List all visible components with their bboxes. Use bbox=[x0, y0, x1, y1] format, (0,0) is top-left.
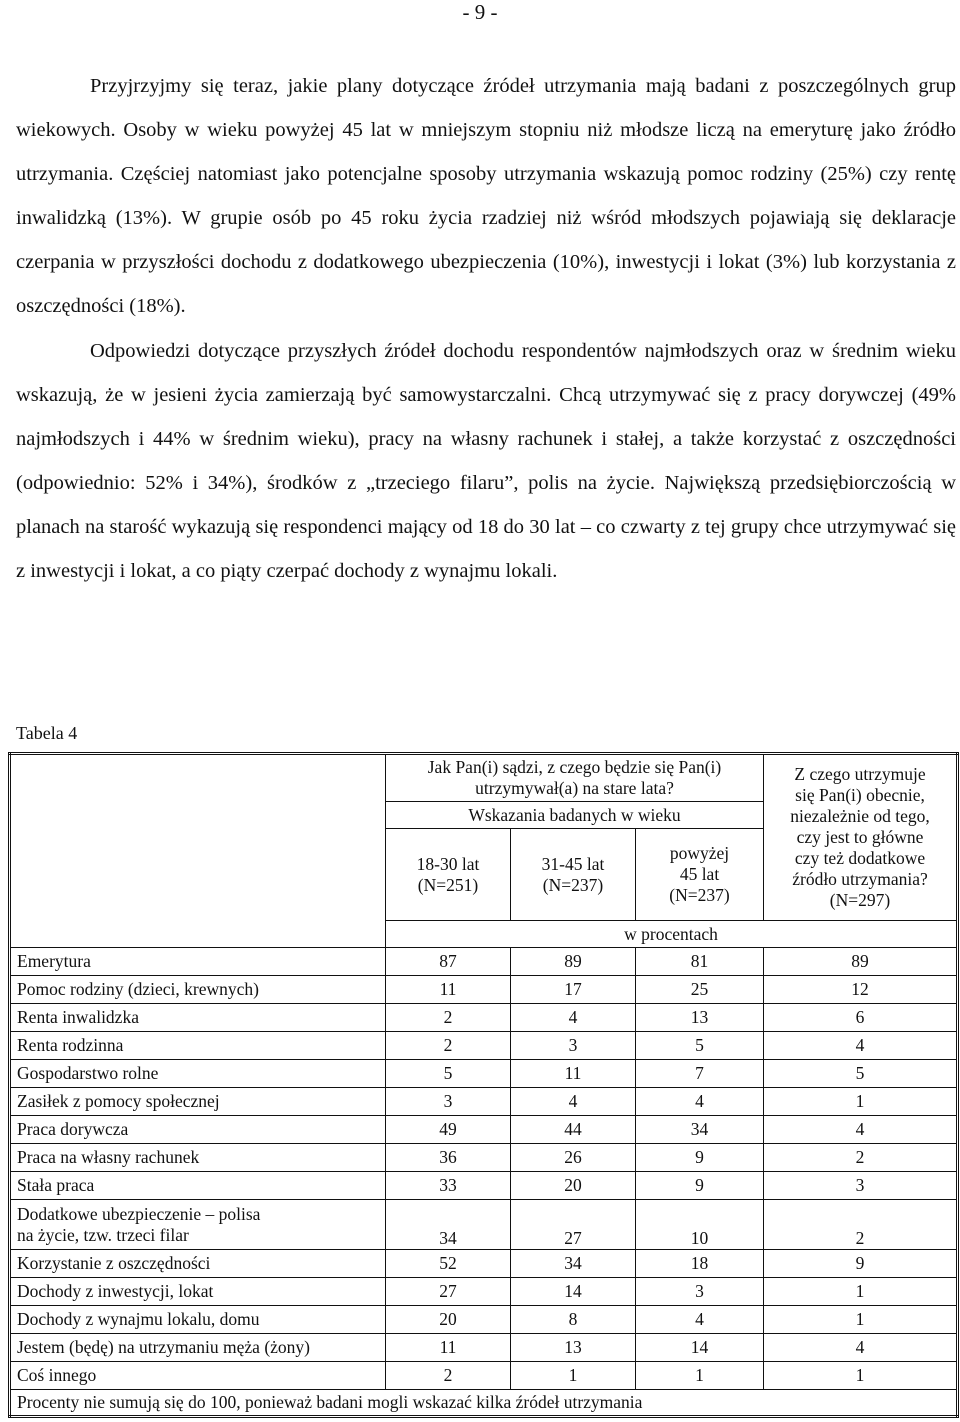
value-cell: 1 bbox=[636, 1362, 764, 1390]
col-header-31-45 bbox=[511, 829, 636, 921]
value-cell: 8 bbox=[511, 1306, 636, 1334]
table-row bbox=[10, 1172, 958, 1200]
value-cell: 4 bbox=[764, 1334, 958, 1362]
value-cell: 3 bbox=[386, 1088, 511, 1116]
row-label: Gospodarstwo rolne bbox=[10, 1060, 386, 1088]
row-label: Renta inwalidzka bbox=[10, 1004, 386, 1032]
value-cell: 9 bbox=[636, 1172, 764, 1200]
row-label: Dochody z inwestycji, lokat bbox=[10, 1278, 386, 1306]
header-line: (N=237) bbox=[669, 885, 730, 905]
value-cell: 49 bbox=[386, 1116, 511, 1144]
row-label: Emerytura bbox=[10, 948, 386, 976]
value-cell: 87 bbox=[386, 948, 511, 976]
table-row bbox=[10, 948, 958, 976]
row-label-line: na życie, tzw. trzeci filar bbox=[17, 1224, 189, 1245]
value-cell: 4 bbox=[636, 1088, 764, 1116]
value-cell: 10 bbox=[636, 1200, 764, 1250]
value-cell: 27 bbox=[511, 1200, 636, 1250]
value-cell: 17 bbox=[511, 976, 636, 1004]
value-cell: 1 bbox=[511, 1362, 636, 1390]
question-future-header: Jak Pan(i) sądzi, z czego będzie się Pan(i) utrzymywał(a) na stare lata? bbox=[386, 754, 764, 802]
table-row bbox=[10, 1060, 958, 1088]
value-cell: 20 bbox=[386, 1306, 511, 1334]
value-cell: 81 bbox=[636, 948, 764, 976]
header-line: (N=237) bbox=[542, 874, 604, 895]
value-cell: 6 bbox=[764, 1004, 958, 1032]
table-row bbox=[10, 1200, 958, 1250]
value-cell: 44 bbox=[511, 1116, 636, 1144]
header-line: 31-45 lat bbox=[541, 853, 605, 874]
table-row bbox=[10, 1144, 958, 1172]
value-cell: 7 bbox=[636, 1060, 764, 1088]
survey-table bbox=[8, 752, 959, 1418]
header-line: czy jest to główne bbox=[796, 827, 924, 847]
table-row bbox=[10, 1250, 958, 1278]
value-cell: 11 bbox=[386, 1334, 511, 1362]
value-cell: 2 bbox=[386, 1004, 511, 1032]
value-cell: 27 bbox=[386, 1278, 511, 1306]
page-number: - 9 - bbox=[462, 0, 498, 24]
header-line: 45 lat bbox=[679, 864, 720, 884]
header-line: 18-30 lat bbox=[416, 853, 480, 874]
row-label bbox=[10, 1200, 386, 1250]
value-cell: 14 bbox=[636, 1334, 764, 1362]
value-cell: 5 bbox=[636, 1032, 764, 1060]
row-label: Renta rodzinna bbox=[10, 1032, 386, 1060]
row-label: Korzystanie z oszczędności bbox=[10, 1250, 386, 1278]
row-label: Praca dorywcza bbox=[10, 1116, 386, 1144]
table-row bbox=[10, 976, 958, 1004]
value-cell: 1 bbox=[764, 1278, 958, 1306]
header-line: się Pan(i) obecnie, bbox=[795, 785, 925, 805]
value-cell: 3 bbox=[636, 1278, 764, 1306]
value-cell: 11 bbox=[511, 1060, 636, 1088]
question-current-header bbox=[764, 754, 958, 921]
value-cell: 3 bbox=[511, 1032, 636, 1060]
value-cell: 5 bbox=[386, 1060, 511, 1088]
header-empty-cell bbox=[10, 754, 386, 948]
row-label: Pomoc rodziny (dzieci, krewnych) bbox=[10, 976, 386, 1004]
table-row bbox=[10, 1088, 958, 1116]
value-cell: 33 bbox=[386, 1172, 511, 1200]
table-row bbox=[10, 1032, 958, 1060]
header-line: czy też dodatkowe bbox=[794, 848, 926, 868]
value-cell: 4 bbox=[511, 1004, 636, 1032]
row-label: Praca na własny rachunek bbox=[10, 1144, 386, 1172]
header-line: źródło utrzymania? bbox=[792, 869, 928, 889]
value-cell: 4 bbox=[511, 1088, 636, 1116]
table-row bbox=[10, 1116, 958, 1144]
value-cell: 12 bbox=[764, 976, 958, 1004]
value-cell: 26 bbox=[511, 1144, 636, 1172]
table-caption: Tabela 4 bbox=[16, 723, 78, 743]
value-cell: 89 bbox=[764, 948, 958, 976]
row-label-line: Dodatkowe ubezpieczenie – polisa bbox=[17, 1203, 261, 1224]
value-cell: 11 bbox=[386, 976, 511, 1004]
value-cell: 13 bbox=[511, 1334, 636, 1362]
row-label: Zasiłek z pomocy społecznej bbox=[10, 1088, 386, 1116]
value-cell: 9 bbox=[764, 1250, 958, 1278]
col-header-18-30 bbox=[386, 829, 511, 921]
value-cell: 2 bbox=[386, 1362, 511, 1390]
col-header-45-plus bbox=[636, 829, 764, 921]
value-cell: 36 bbox=[386, 1144, 511, 1172]
value-cell: 4 bbox=[636, 1306, 764, 1334]
table-row bbox=[10, 1334, 958, 1362]
header-line: Z czego utrzymuje bbox=[794, 764, 926, 784]
value-cell: 2 bbox=[764, 1200, 958, 1250]
row-label: Stała praca bbox=[10, 1172, 386, 1200]
value-cell: 34 bbox=[511, 1250, 636, 1278]
age-subheader: Wskazania badanych w wieku bbox=[386, 802, 764, 829]
value-cell: 2 bbox=[764, 1144, 958, 1172]
header-line: (N=251) bbox=[417, 874, 479, 895]
row-label: Coś innego bbox=[10, 1362, 386, 1390]
value-cell: 18 bbox=[636, 1250, 764, 1278]
value-cell: 2 bbox=[386, 1032, 511, 1060]
value-cell: 4 bbox=[764, 1116, 958, 1144]
header-line: niezależnie od tego, bbox=[790, 806, 930, 826]
paragraph: Odpowiedzi dotyczące przyszłych źródeł dochodu respondentów najmłodszych oraz w średnim wieku wskazują, że w jesieni życia zamierzają być samowystarczalni. Chcą utrzymywać się z pracy dorywczej (49% najmłodszych i 44% w średnim wieku), pracy na własny rachunek i stałej, a także korzystać z oszczędności (odpowiednio: 52% i 34%), środków z „trzeciego filaru”, polis na życie. Największą przedsiębiorczością w planach na starość wykazują się respondenci mający od 18 do 30 lat – co czwarty z tej grupy chce utrzymywać się z inwestycji i lokat, a co piąty czerpać dochody z wynajmu lokali. bbox=[16, 339, 956, 583]
header-line: powyżej bbox=[669, 843, 730, 863]
table-row bbox=[10, 1306, 958, 1334]
row-label: Dochody z wynajmu lokalu, domu bbox=[10, 1306, 386, 1334]
header-line: (N=297) bbox=[829, 890, 891, 910]
value-cell: 5 bbox=[764, 1060, 958, 1088]
value-cell: 52 bbox=[386, 1250, 511, 1278]
value-cell: 4 bbox=[764, 1032, 958, 1060]
table-row bbox=[10, 1362, 958, 1390]
table-row bbox=[10, 1278, 958, 1306]
body-text bbox=[16, 64, 956, 593]
value-cell: 1 bbox=[764, 1088, 958, 1116]
value-cell: 34 bbox=[636, 1116, 764, 1144]
value-cell: 1 bbox=[764, 1362, 958, 1390]
value-cell: 20 bbox=[511, 1172, 636, 1200]
row-label: Jestem (będę) na utrzymaniu męża (żony) bbox=[10, 1334, 386, 1362]
unit-label: w procentach bbox=[386, 921, 958, 948]
value-cell: 89 bbox=[511, 948, 636, 976]
paragraph: Przyjrzyjmy się teraz, jakie plany dotyczące źródeł utrzymania mają badani z poszczególnych grup wiekowych. Osoby w wieku powyżej 45 lat w mniejszym stopniu niż młodsze liczą na emeryturę jako źródło utrzymania. Częściej natomiast jako potencjalne sposoby utrzymania wskazują pomoc rodziny (25%) czy rentę inwalidzką (13%). W grupie osób po 45 roku życia rzadziej niż wśród młodszych pojawiają się deklaracje czerpania w przyszłości dochodu z dodatkowego ubezpieczenia (10%), inwestycji i lokat (3%) lub korzystania z oszczędności (18%). bbox=[16, 75, 956, 318]
value-cell: 13 bbox=[636, 1004, 764, 1032]
value-cell: 3 bbox=[764, 1172, 958, 1200]
value-cell: 34 bbox=[386, 1200, 511, 1250]
value-cell: 9 bbox=[636, 1144, 764, 1172]
table-row bbox=[10, 1004, 958, 1032]
value-cell: 1 bbox=[764, 1306, 958, 1334]
table-footnote: Procenty nie sumują się do 100, ponieważ badani mogli wskazać kilka źródeł utrzymania bbox=[10, 1390, 958, 1417]
value-cell: 14 bbox=[511, 1278, 636, 1306]
value-cell: 25 bbox=[636, 976, 764, 1004]
